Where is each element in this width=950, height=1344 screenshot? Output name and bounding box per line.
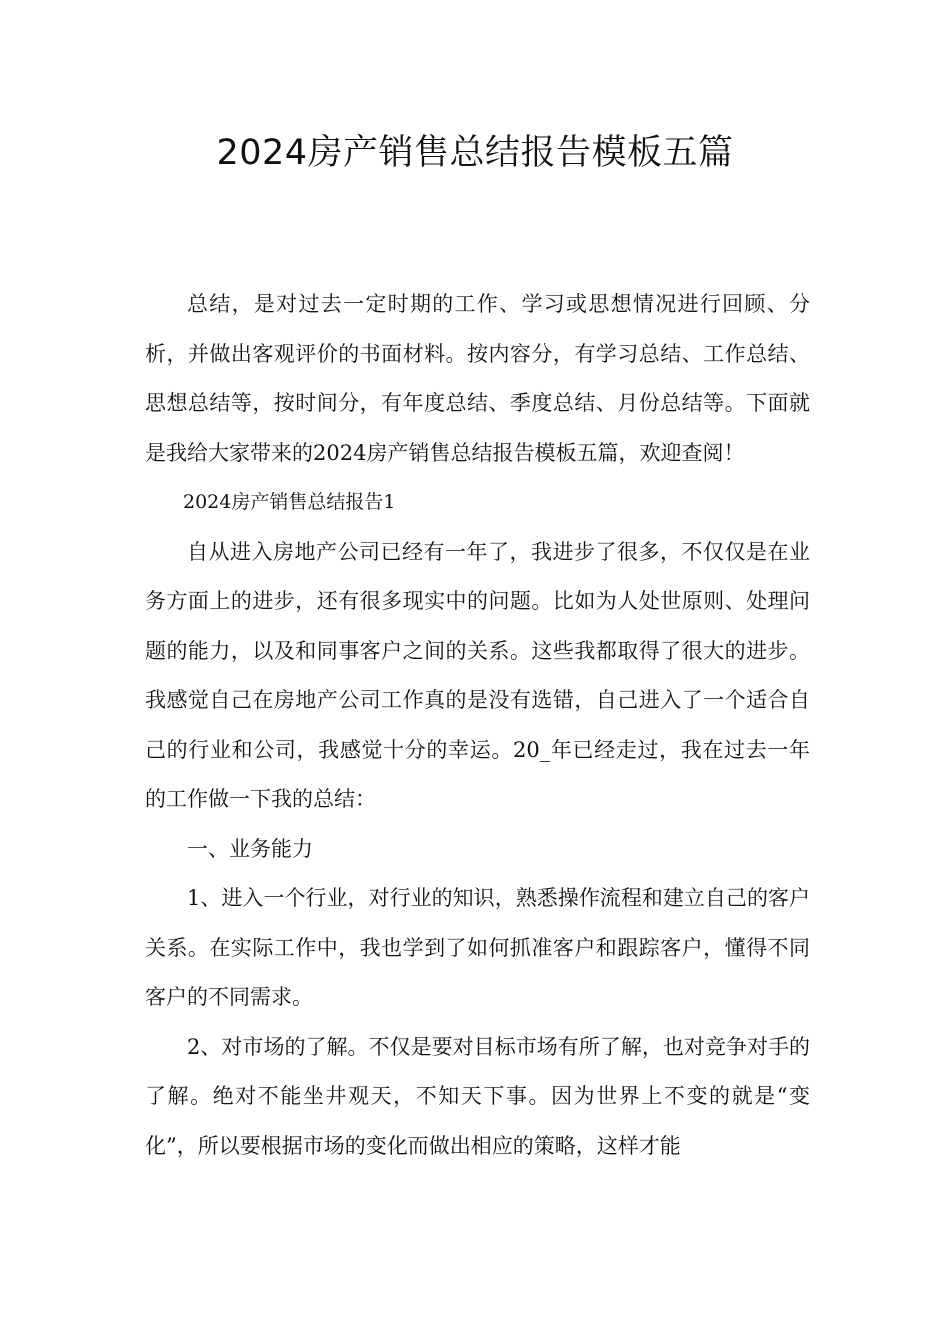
- report-1-paragraph: 自从进入房地产公司已经有一年了，我进步了很多，不仅仅是在业务方面上的进步，还有很多现实中的问题。比如为人处世原则、处理问题的能力，以及和同事客户之间的关系。这些我都取得了很大的进步。我感觉自己在房地产公司工作真的是没有选错，自己进入了一个适合自己的行业和公司，我感觉十分的幸运。20_年已经走过，我在过去一年的工作做一下我的总结：: [145, 539, 810, 811]
- document-title: 2024房产销售总结报告模板五篇: [216, 133, 734, 173]
- list-item-1: 1、进入一个行业，对行业的知识，熟悉操作流程和建立自己的客户关系。在实际工作中，我也学到了如何抓准客户和跟踪客户，懂得不同客户的不同需求。: [145, 886, 810, 1009]
- document-body: [145, 280, 810, 1171]
- intro-paragraph: 总结，是对过去一定时期的工作、学习或思想情况进行回顾、分析，并做出客观评价的书面材料。按内容分，有学习总结、工作总结、思想总结等，按时间分，有年度总结、季度总结、月份总结等。下面就是我给大家带来的2024房产销售总结报告模板五篇，欢迎查阅！: [145, 292, 810, 465]
- list-item-2: 2、对市场的了解。不仅是要对目标市场有所了解，也对竞争对手的了解。绝对不能坐井观天，不知天下事。因为世界上不变的就是“变化”，所以要根据市场的变化而做出相应的策略，这样才能: [145, 1034, 810, 1158]
- subheading-business-ability: 一、业务能力: [187, 836, 313, 861]
- section-heading-report-1: 2024房产销售总结报告1: [183, 491, 396, 513]
